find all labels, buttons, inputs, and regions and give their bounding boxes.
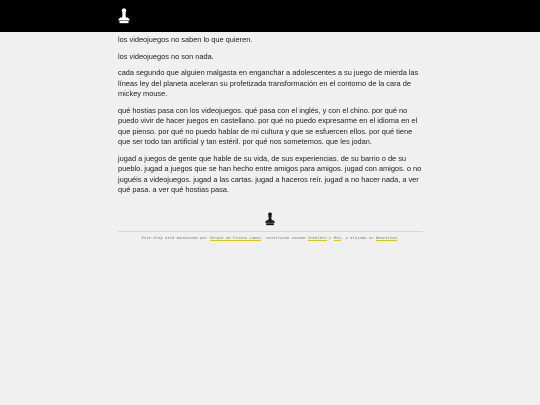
- paragraph-3: cada segundo que alguien malgasta en enganchar a adolescentes a su juego de mierda las líneas ley del planeta aceleran su profetizada transformación en el contorno de la cara de mickey mouse.: [118, 68, 419, 98]
- footer-divider: [118, 231, 423, 232]
- mtn-link[interactable]: Mtn: [333, 235, 341, 240]
- author-link[interactable]: Sergio de Frutos López: [209, 235, 262, 240]
- paragraph-2: los videojuegos no son nada.: [118, 51, 214, 61]
- chess-pawn-icon: [264, 212, 276, 226]
- paragraph-4: qué hostias pasa con los videojuegos. qué pasa con el inglés, y con el chino. por qué no puedo vivir de hacer juegos en castellano. por qué no puedo expresarme en el idioma en el que pienso. por qué no puedo hablar de mi cultura y que se esfuercen ellos. por qué tiene que ser todo tan artificial y tan estéril. por qué nos sometemos. que les jodan.: [118, 105, 418, 146]
- footer: [118, 235, 423, 241]
- top-bar: [0, 0, 540, 32]
- article-body: [118, 35, 423, 202]
- paragraph-1: los videojuegos no saben lo que quieren.: [118, 35, 253, 44]
- footer-end: .: [397, 235, 400, 240]
- footer-hosted: , y alojado en: [340, 235, 376, 240]
- footer-and: y: [326, 235, 334, 240]
- neocities-link[interactable]: Neocities: [375, 235, 398, 240]
- footer-middle: , construido usando: [261, 235, 308, 240]
- paragraph-5: jugad a juegos de gente que hable de su vida, de sus experiencias. de su barrio o de su pueblo. jugad a juegos que se han hecho entre amigos para amigos. jugad con amigos. o no juguéis a videojuegos. jugad a las cartas. jugad a haceros reír. jugad a no hacer nada, a ver qué pasa. a ver qué hostias pasa.: [118, 153, 422, 194]
- zonelets-link[interactable]: Zonelets: [307, 235, 327, 240]
- chess-pawn-logo-icon[interactable]: [117, 8, 131, 24]
- footer-prefix: Este blog está mantenido por: [141, 235, 210, 240]
